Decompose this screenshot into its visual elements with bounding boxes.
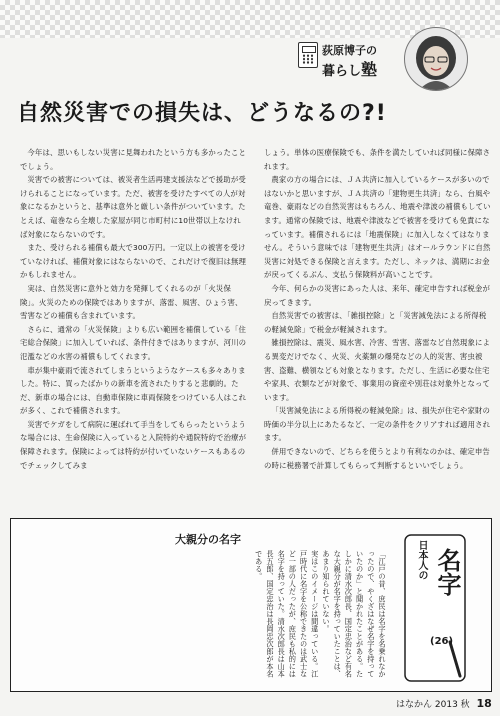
page-footer [396, 697, 492, 710]
series-title-a: 暮らし [322, 64, 362, 79]
paragraph: 今年は、思いもしない災害に見舞われたという方も多かったことでしょう。 [20, 148, 247, 171]
paragraph: 雑損控除は、震災、風水害、冷害、雪害、落雷など自然現象による異変だけでなく、火災、火薬類の爆発などの人的災害、害虫被害、盗難、横領なども対象となります。ただし、生活に必要な住宅や家具、衣類などが対象で、事業用の資産や別荘は対象外となっています。 [264, 338, 491, 402]
calculator-icon [298, 42, 318, 68]
issue-label: 2013 秋 [434, 700, 470, 710]
column-paragraph: 「江戸の昔、庶民は名字を名乗れなかったので、やくざはなぜ名字を持っていたのか」と聞かれたことがある。たしかに清水次郎長、国定忠治など有名な大親分が名字を持っていたことは、あまり知られていない。 [321, 550, 387, 678]
paragraph: 今年、何らかの災害にあった人は、来年、確定申告すれば税金が戻ってきます。 [264, 283, 490, 307]
series-title-b: 塾 [361, 60, 378, 79]
paragraph: 災害でケガをして病院に運ばれて手当をしてもらったというような場合には、生命保険に入っていると入院特約や通院特約で治療が保障されます。保険によっては特約が付いていないケースもあるのでチェックしてみま [20, 419, 247, 470]
paragraph: 農家の方の場合には、ＪＡ共済に加入しているケースが多いのではないかと思いますが、ＪＡ共済の「建物更生共済」なら、台風や竜巻、豪雨などの自然災害はもちろん、地震や津波の補償もしています。通常の保険では、地震や津波などで被害を受けても免責になっています。補償されるには「地震保険」に加入しなくてはなりません。そういう意味では「建物更生共済」はオールラウンドに自然災害に対処できる保険と言えます。ただし、ネックは、満期にお金が戻ってくるぶん、支払う保険料が高いことです。 [264, 175, 491, 280]
paragraph: 車が集中豪雨で流されてしまうというようなケースも多々ありました。特に、買ったばかりの新車を流されたりすると悲劇的。ただ、新車の場合には、自動車保険に車両保険をつけている人はこれが多く、これで補償されます。 [20, 365, 247, 416]
paragraph: 併用できないので、どちらを使うとより有利なのかは、確定申告の時に税務署で計算してもらって判断するといいでしょう。 [264, 447, 490, 470]
series-number: (26) [430, 636, 454, 647]
series-big-title: 名字 [433, 548, 462, 596]
series-author: 荻原博子の [322, 44, 377, 57]
column-vertical-text [24, 550, 388, 684]
article-column-left [20, 146, 248, 472]
paragraph: 災害での被害については、被災者生活再建支援法などで援助が受けられることになっています。ただ、被害を受けたすべての人が対象になるかというと、基準は意外と厳しい条件がついています。たとえば、竜巻なら全壊した家屋が同じ市町村に10世帯以上なければ対象にならないのです。 [20, 175, 246, 239]
author-portrait [404, 27, 468, 91]
article-column-right [264, 146, 492, 472]
article-title: 自然災害での損失は、どうなるの?! [17, 101, 387, 126]
series-title [322, 57, 377, 80]
paragraph: 自然災害での被害は、「雑損控除」と「災害減免法による所得税の軽減免除」で税金が軽減されます。 [264, 311, 487, 334]
paragraph: また、受けられる補償も最大で300万円。一定以上の被害を受けていなければ、補償対象にはならないので、これだけで復旧は無理かもしれません。 [20, 243, 247, 280]
paragraph: 実は、自然災害に意外と効力を発揮してくれるのが「火災保険」。火災のための保険ではありますが、落雷、風害、ひょう害、雪害などの補償も含まれています。 [20, 283, 243, 321]
series-label: 日本人の [416, 540, 427, 580]
magazine-name: はなかん [396, 700, 433, 710]
paragraph: さらに、通常の「火災保険」よりも広い範囲を補償している「住宅総合保険」に加入していれば、条件付きではありますが、河川の氾濫などの水害の補償もしてくれます。 [20, 324, 247, 361]
page-number: 18 [476, 697, 492, 710]
author-portrait-illustration [405, 28, 467, 90]
column-paragraph: 実はこのイメージは間違っている。江戸時代に名字を公称できたのは武士など一部の人だったが、庶民も私的には名字を持っていた。清水次郎長は山本長五郎、国定忠治は長岡忠次郎が本名である。 [254, 550, 320, 678]
paragraph: 「災害減免法による所得税の軽減免除」は、損失が住宅や家財の時価の半分以上にあたるなど、一定の条件をクリアすれば適用されます。 [264, 406, 491, 443]
column-title: 大親分の名字 [175, 533, 241, 546]
paragraph: しょう。単体の医療保険でも、条件を満たしていれば同様に保障されます。 [264, 148, 491, 171]
